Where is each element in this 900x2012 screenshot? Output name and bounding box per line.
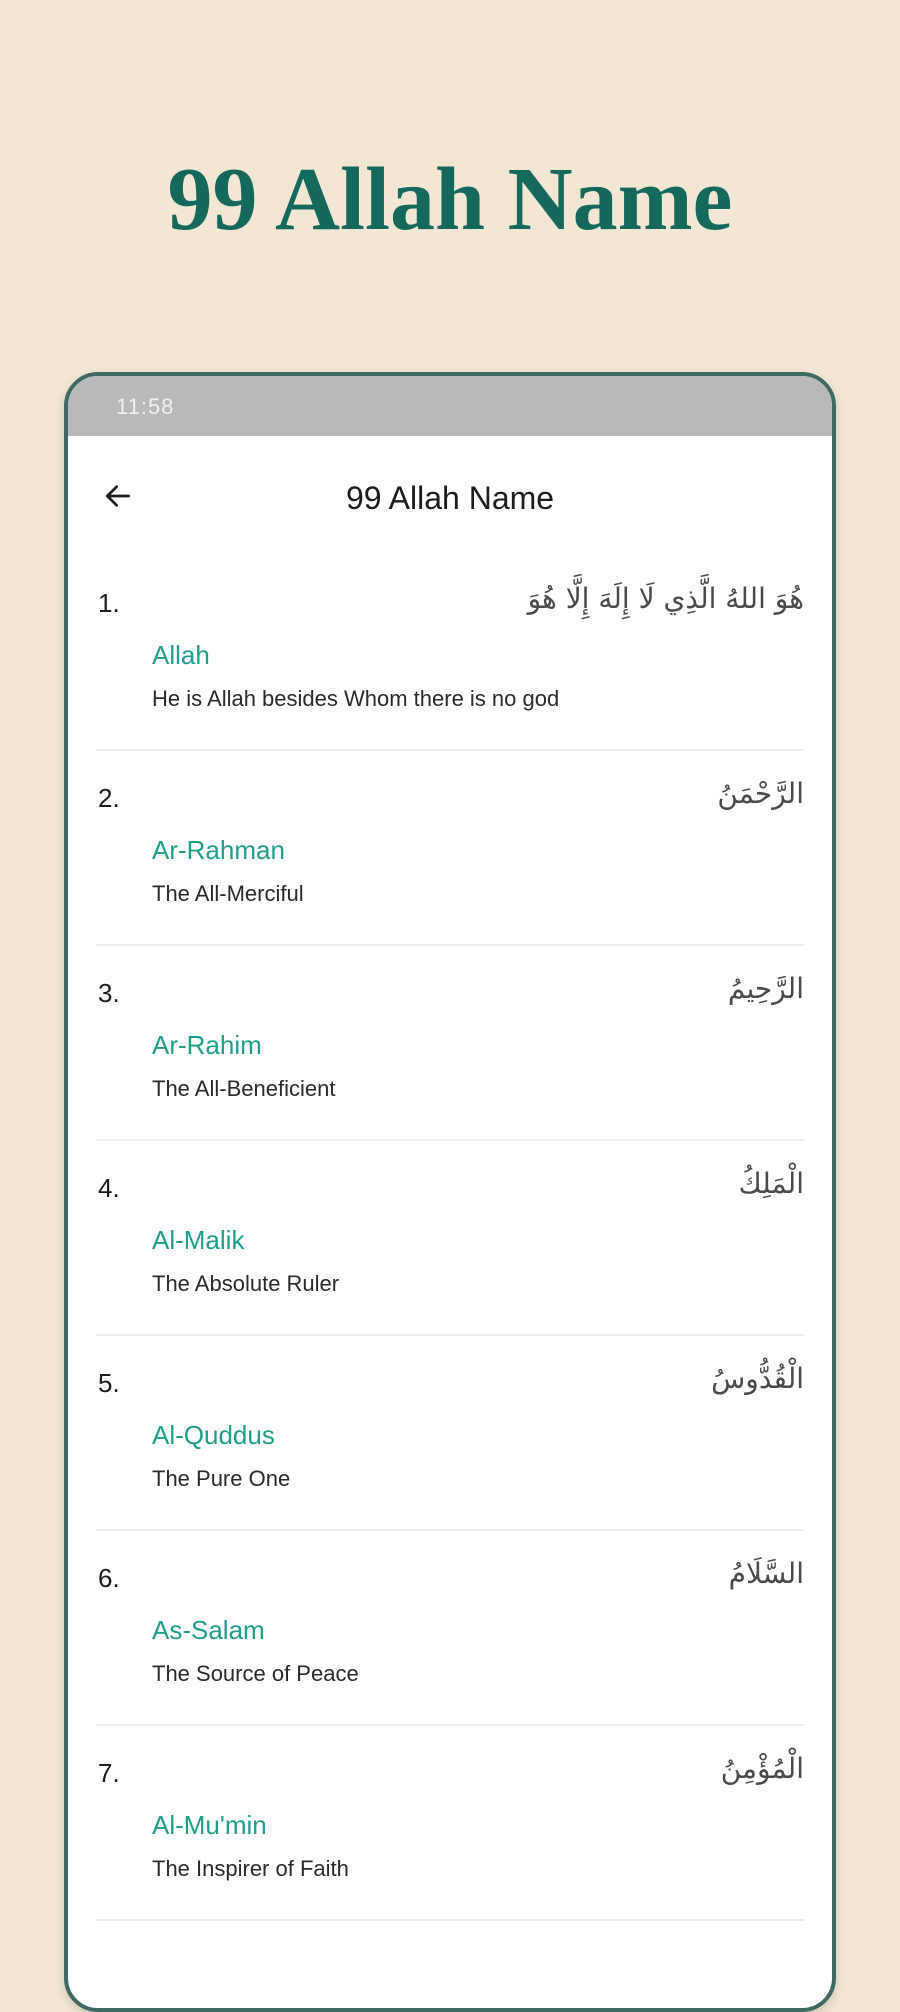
- item-transliteration: Al-Quddus: [152, 1420, 275, 1450]
- item-number: 1.: [98, 588, 120, 618]
- item-number: 6.: [98, 1563, 120, 1593]
- names-list: [68, 556, 832, 1921]
- item-transliteration: As-Salam: [152, 1615, 265, 1645]
- item-transliteration: Ar-Rahim: [152, 1030, 262, 1060]
- item-arabic: الْمُؤْمِنُ: [720, 1752, 804, 1785]
- item-arabic: هُوَ اللهُ الَّذِي لَا إِلَهَ إِلَّا هُوَ: [527, 582, 804, 615]
- item-meaning: The Inspirer of Faith: [152, 1856, 349, 1881]
- item-arabic: السَّلَامُ: [728, 1557, 804, 1590]
- item-number: 2.: [98, 783, 120, 813]
- list-item[interactable]: [96, 1726, 804, 1921]
- item-transliteration: Ar-Rahman: [152, 835, 285, 865]
- item-number: 3.: [98, 978, 120, 1008]
- item-number: 4.: [98, 1173, 120, 1203]
- app-title: 99 Allah Name: [345, 480, 555, 516]
- list-item[interactable]: [96, 556, 804, 751]
- item-number: 5.: [98, 1368, 120, 1398]
- item-meaning: The Pure One: [152, 1466, 291, 1491]
- item-meaning: The Absolute Ruler: [152, 1271, 340, 1296]
- status-time: 11:58: [116, 394, 175, 419]
- item-transliteration: Al-Malik: [152, 1225, 245, 1255]
- item-meaning: The All-Merciful: [152, 881, 304, 906]
- item-meaning: He is Allah besides Whom there is no god: [152, 686, 560, 711]
- item-number: 7.: [98, 1758, 120, 1788]
- list-item[interactable]: [96, 1531, 804, 1726]
- phone-frame: [64, 372, 836, 2012]
- item-transliteration: Allah: [152, 640, 210, 670]
- item-transliteration: Al-Mu'min: [152, 1810, 267, 1840]
- item-meaning: The All-Beneficient: [152, 1076, 336, 1101]
- item-arabic: الرَّحِيمُ: [727, 972, 804, 1005]
- promo-title: 99 Allah Name: [167, 150, 733, 249]
- item-arabic: الرَّحْمَنُ: [717, 777, 804, 810]
- status-bar: [68, 376, 832, 436]
- list-item[interactable]: [96, 1336, 804, 1531]
- list-item[interactable]: [96, 946, 804, 1141]
- list-item[interactable]: [96, 1141, 804, 1336]
- item-arabic: الْمَلِكُ: [738, 1167, 804, 1200]
- item-arabic: الْقُدُّوسُ: [711, 1362, 804, 1395]
- item-meaning: The Source of Peace: [152, 1661, 359, 1686]
- app-bar: [68, 436, 832, 556]
- list-item[interactable]: [96, 751, 804, 946]
